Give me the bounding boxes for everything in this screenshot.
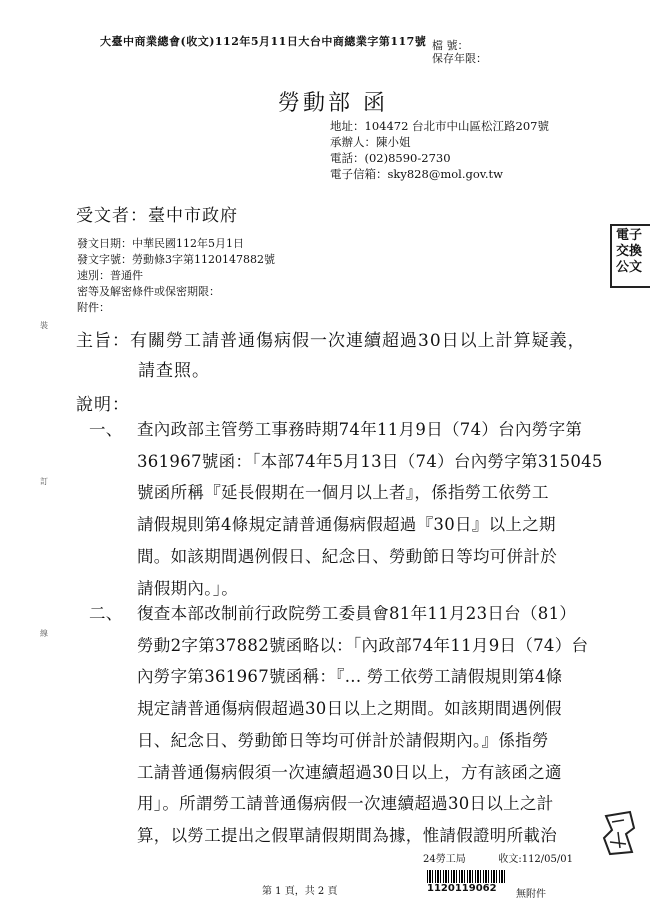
phone: 電話：(02)8590-2730 <box>330 151 451 165</box>
item-line: 查內政部主管勞工事務時期74年11月9日（74）台內勞字第 <box>137 420 583 439</box>
binding-mark: 線 <box>40 629 48 638</box>
address: 地址：104472 台北市中山區松江路207號 <box>330 119 550 133</box>
receipt-date: 收文:112/05/01 <box>498 854 573 865</box>
corner-stamp-icon <box>600 808 638 858</box>
item-line: 勞動2字第37882號函略以：「內政部74年11月9日（74）台 <box>137 635 589 655</box>
email[interactable]: 電子信箱：sky828@mol.gov.tw <box>330 167 504 181</box>
item-line: 內勞字第361967號函稱：『... 勞工依勞工請假規則第4條 <box>137 667 563 687</box>
document-title: 勞動部 函 <box>278 91 388 116</box>
subject-line: 請查照。 <box>138 361 210 381</box>
item-line: 工請普通傷病假須一次連續超過30日以上，方有該函之適 <box>137 762 562 782</box>
receipt-info <box>423 850 573 865</box>
receipt-stamp: 大臺中商業總會(收文)112年5月11日大台中商總業字第117號 <box>100 35 427 48</box>
item-line: 規定請普通傷病假超過30日以上之期間。如該期間遇例假 <box>137 699 562 719</box>
contact-person: 承辦人：陳小姐 <box>330 135 411 149</box>
item-line: 請假規則第4條規定請普通傷病假超過『30日』以上之期 <box>137 515 556 535</box>
e-document-stamp: 電子交換公文 <box>610 224 650 288</box>
subject-line: 主旨：有關勞工請普通傷病假一次連續超過30日以上計算疑義， <box>76 331 586 351</box>
item-line: 361967號函：「本部74年5月13日（74）台內勞字第315045 <box>137 451 603 471</box>
explanation-item-2 <box>89 598 589 852</box>
item-line: 請假期內。」。 <box>137 578 239 598</box>
secrecy-level: 密等及解密條件或保密期限： <box>77 285 220 298</box>
attachment-label: 附件： <box>77 301 110 314</box>
item-line: 日、紀念日、勞動節日等均可併計於請假期內。』係指勞 <box>137 730 549 750</box>
speed-category: 速別：普通件 <box>77 269 143 282</box>
barcode <box>427 870 507 883</box>
issue-date: 發文日期：中華民國112年5月1日 <box>77 237 244 250</box>
binding-mark: 裝 <box>40 321 48 330</box>
receiving-office: 24勞工局 <box>423 854 466 865</box>
explain-label: 說明： <box>76 395 130 415</box>
page-footer: 第 1 頁，共 2 頁 <box>262 886 338 897</box>
issue-number: 發文字號：勞動條3字第1120147882號 <box>77 253 275 266</box>
subject-section <box>76 326 586 386</box>
explanation-item-1 <box>89 414 603 604</box>
retention-label: 保存年限： <box>432 52 487 65</box>
attachment-note: 無附件 <box>516 889 546 900</box>
barcode-number: 1120119062 <box>427 883 497 894</box>
item-line: 間。如該期間遇例假日、紀念日、勞動節日等均可併計於 <box>137 546 557 566</box>
barcode-block <box>427 870 507 894</box>
recipient: 受文者：臺中市政府 <box>76 206 238 226</box>
item-line: 算，以勞工提出之假單請假期間為據，惟請假證明所載治 <box>137 825 557 845</box>
item-line: 用」。所謂勞工請普通傷病假一次連續超過30日以上之計 <box>137 794 554 814</box>
item-number: 二、 <box>89 604 123 623</box>
doc-number-label: 檔 號： <box>432 39 469 52</box>
item-number: 一、 <box>89 420 123 439</box>
item-line: 號函所稱『延長假期在一個月以上者』，係指勞工依勞工 <box>137 483 549 503</box>
binding-mark: 訂 <box>40 477 48 486</box>
item-line: 復查本部改制前行政院勞工委員會81年11月23日台（81） <box>137 604 577 623</box>
